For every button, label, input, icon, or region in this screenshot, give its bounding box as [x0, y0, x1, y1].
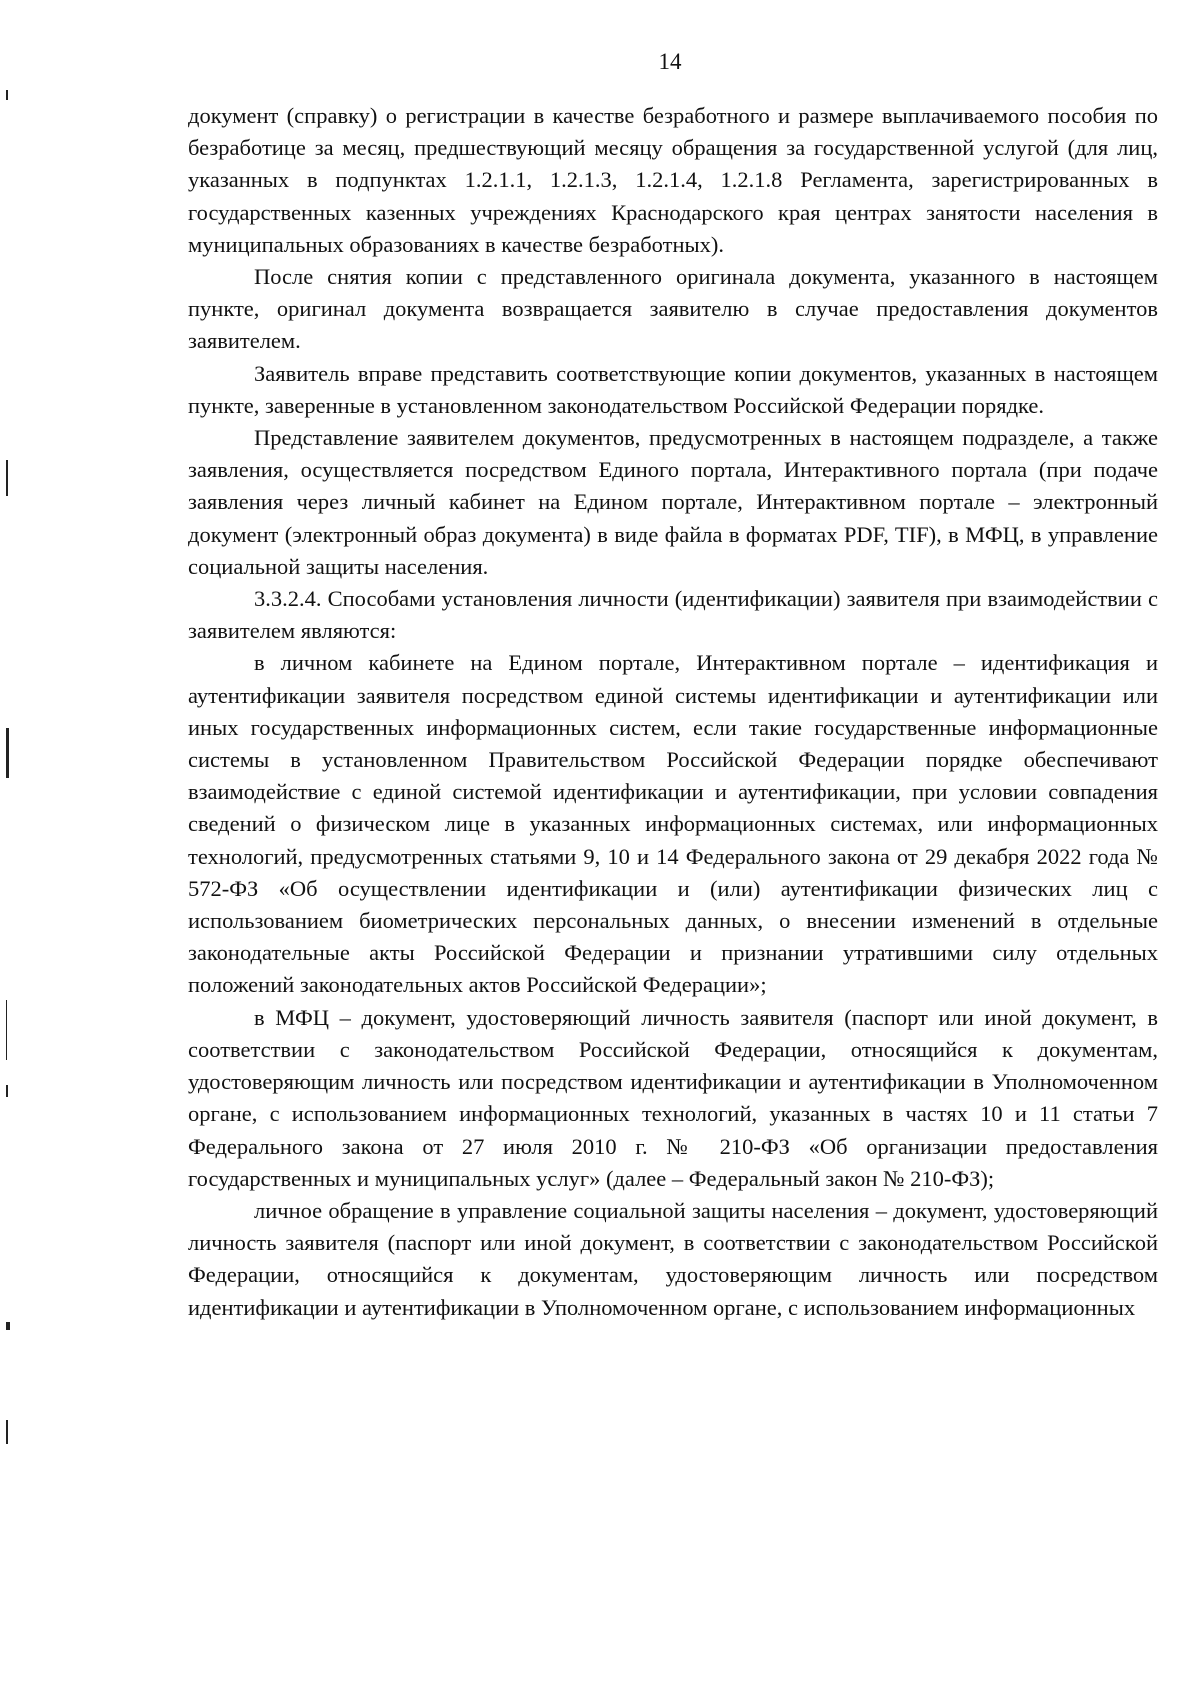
scan-mark	[6, 90, 8, 100]
scan-mark	[6, 1322, 10, 1330]
document-body	[188, 100, 1158, 1324]
paragraph: После снятия копии с представленного оригинала документа, указанного в настоящем пункте, оригинал документа возвращается заявителю в случае предоставления документов заявителем.	[188, 264, 1158, 354]
scan-mark	[6, 728, 9, 778]
scan-mark	[6, 1085, 8, 1097]
paragraph: 3.3.2.4. Способами установления личности (идентификации) заявителя при взаимодействии с заявителем являются:	[188, 586, 1158, 644]
paragraph: Представление заявителем документов, предусмотренных в настоящем подразделе, а также заявления, осуществляется посредством Единого портала, Интерактивного портала (при подаче заявления через личный кабинет на Едином портале, Интерактивном портале – электронный документ (электронный образ документа) в виде файла в форматах PDF, TIF), в МФЦ, в управление социальной защиты населения.	[188, 425, 1158, 579]
scan-mark	[6, 1000, 7, 1060]
paragraph: личное обращение в управление социальной защиты населения – документ, удостоверяющий личность заявителя (паспорт или иной документ, в соответствии с законодательством Российской Федерации, относящийся к документам, удостоверяющим личность или посредством идентификации и аутентификации в Уполномоченном органе, с использованием информационных	[188, 1197, 1158, 1320]
paragraph: документ (справку) о регистрации в качестве безработного и размере выплачиваемого пособия по безработице за месяц, предшествующий месяцу обращения за государственной услугой (для лиц, указанных в подпунктах 1.2.1.1, 1.2.1.3, 1.2.1.4, 1.2.1.8 Регламента, зарегистрированных в государственных казенных учреждениях Краснодарского края центрах занятости населения в муниципальных образованиях в качестве безработных).	[188, 103, 1158, 257]
scan-mark	[6, 1420, 8, 1444]
scan-binding-edge	[0, 0, 20, 1697]
paragraph: Заявитель вправе представить соответствующие копии документов, указанных в настоящем пункте, заверенные в установленном законодательством Российской Федерации порядке.	[188, 360, 1158, 418]
paragraph: в личном кабинете на Едином портале, Интерактивном портале – идентификация и аутентификации заявителя посредством единой системы идентификации и аутентификации или иных государственных информационных систем, если такие государственные информационные системы в установленном Правительством Российской Федерации порядке обеспечивают взаимодействие с единой системой идентификации и аутентификации, при условии совпадения сведений о физическом лице в указанных информационных системах, или информационных технологий, предусмотренных статьями 9, 10 и 14 Федерального закона от 29 декабря 2022 года № 572-ФЗ «Об осуществлении идентификации и (или) аутентификации физических лиц с использованием биометрических персональных данных, о внесении изменений в отдельные законодательные акты Российской Федерации и признании утратившими силу отдельных положений законодательных актов Российской Федерации»;	[188, 650, 1158, 998]
scan-mark	[6, 460, 8, 496]
paragraph: в МФЦ – документ, удостоверяющий личность заявителя (паспорт или иной документ, в соответствии с законодательством Российской Федерации, относящийся к документам, удостоверяющим личность или посредством идентификации и аутентификации в Уполномоченном органе, с использованием информационных технологий, указанных в частях 10 и 11 статьи 7 Федерального закона от 27 июля 2010 г. № 210-ФЗ «Об организации предоставления государственных и муниципальных услуг» (далее – Федеральный закон № 210-ФЗ);	[188, 1004, 1158, 1191]
page-number: 14	[658, 49, 682, 74]
